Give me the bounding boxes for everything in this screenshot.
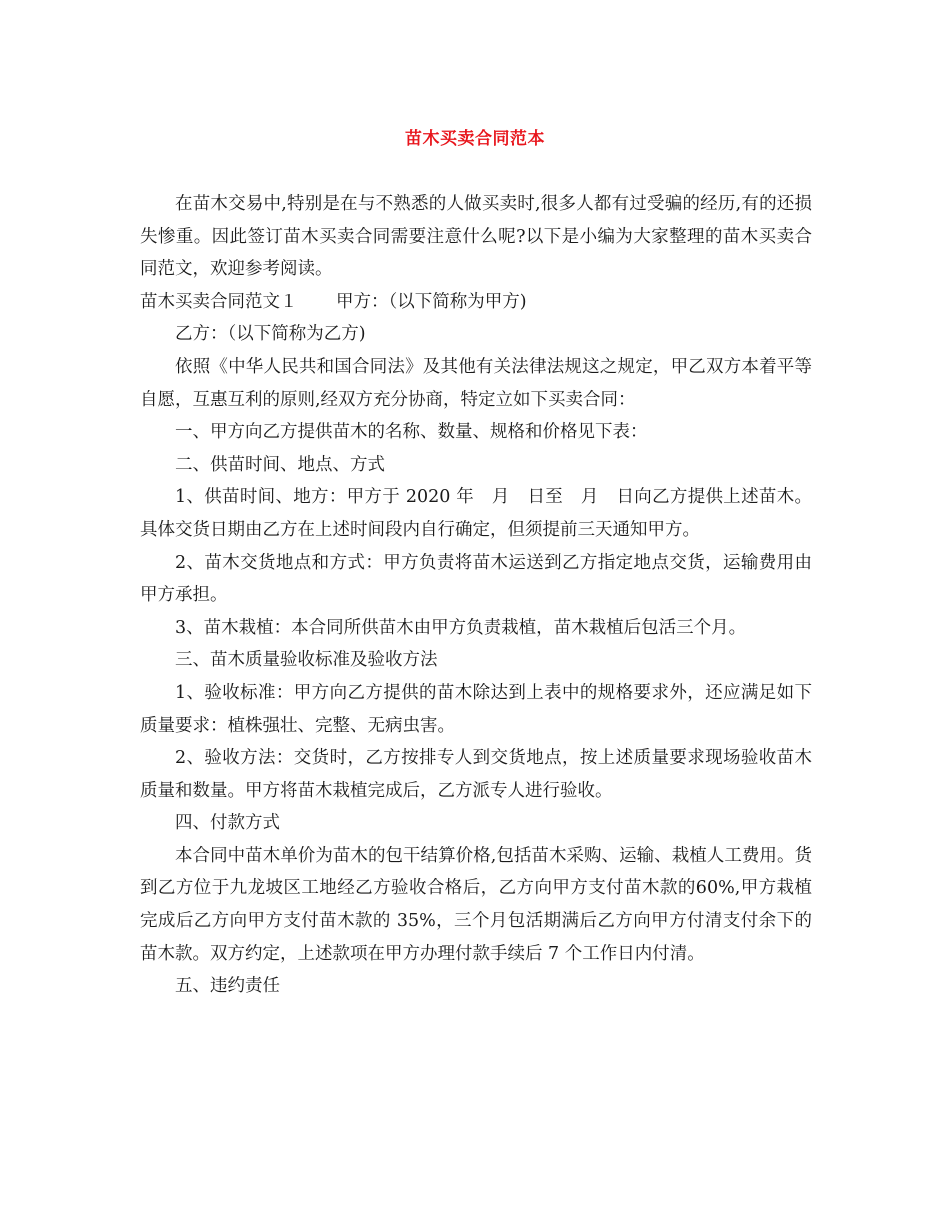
clause-3-2: 2、验收方法：交货时，乙方按排专人到交货地点，按上述质量要求现场验收苗木质量和数量。甲方将苗木栽植完成后，乙方派专人进行验收。 xyxy=(140,748,812,801)
clause-3-1: 1、验收标准：甲方向乙方提供的苗木除达到上表中的规格要求外，还应满足如下质量要求：植株强壮、完整、无病虫害。 xyxy=(140,682,812,736)
clause-2-2: 2、苗木交货地点和方式：甲方负责将苗木运送到乙方指定地点交货，运输费用由甲方承担。 xyxy=(140,552,812,606)
party-a-line: 甲方：（以下简称为甲方) xyxy=(336,291,527,312)
clause-1: 一、甲方向乙方提供苗木的名称、数量、规格和价格见下表： xyxy=(175,422,648,443)
clause-2-heading: 二、供苗时间、地点、方式 xyxy=(175,454,385,475)
basis-paragraph: 依照《中华人民共和国合同法》及其他有关法律法规这之规定，甲乙双方本着平等自愿，互惠互利的原则,经双方充分协商，特定立如下买卖合同： xyxy=(140,356,812,410)
document-title: 苗木买卖合同范本 xyxy=(405,129,545,149)
document-body xyxy=(140,188,812,1003)
clause-5-heading: 五、违约责任 xyxy=(175,976,280,997)
clause-4-heading: 四、付款方式 xyxy=(175,813,280,834)
sample-heading: 苗木买卖合同范文１ xyxy=(140,291,298,312)
party-b-line: 乙方：（以下简称为乙方) xyxy=(175,324,366,345)
clause-4-text: 本合同中苗木单价为苗木的包干结算价格,包括苗木采购、运输、栽植人工费用。货到乙方位于九龙坡区工地经乙方验收合格后，乙方向甲方支付苗木款的60%,甲方栽植完成后乙方向甲方支付苗木款的 35%，三个月包活期满后乙方向甲方付清支付余下的苗木款。双方约定，上述款项在甲方办理付款手续后 7 个工作日内付清。 xyxy=(140,845,812,964)
clause-2-3: 3、苗木栽植：本合同所供苗木由甲方负责栽植，苗木栽植后包活三个月。 xyxy=(175,617,747,638)
clause-2-1: 1、供苗时间、地方：甲方于 2020 年 月 日至 月 日向乙方提供上述苗木。具体交货日期由乙方在上述时间段内自行确定，但须提前三天通知甲方。 xyxy=(140,487,812,540)
intro-paragraph: 在苗木交易中,特别是在与不熟悉的人做买卖时,很多人都有过受骗的经历,有的还损失惨重。因此签订苗木买卖合同需要注意什么呢?以下是小编为大家整理的苗木买卖合同范文，欢迎参考阅读。 xyxy=(140,194,812,280)
sample-heading-line xyxy=(140,286,812,319)
clause-3-heading: 三、苗木质量验收标准及验收方法 xyxy=(175,650,438,671)
